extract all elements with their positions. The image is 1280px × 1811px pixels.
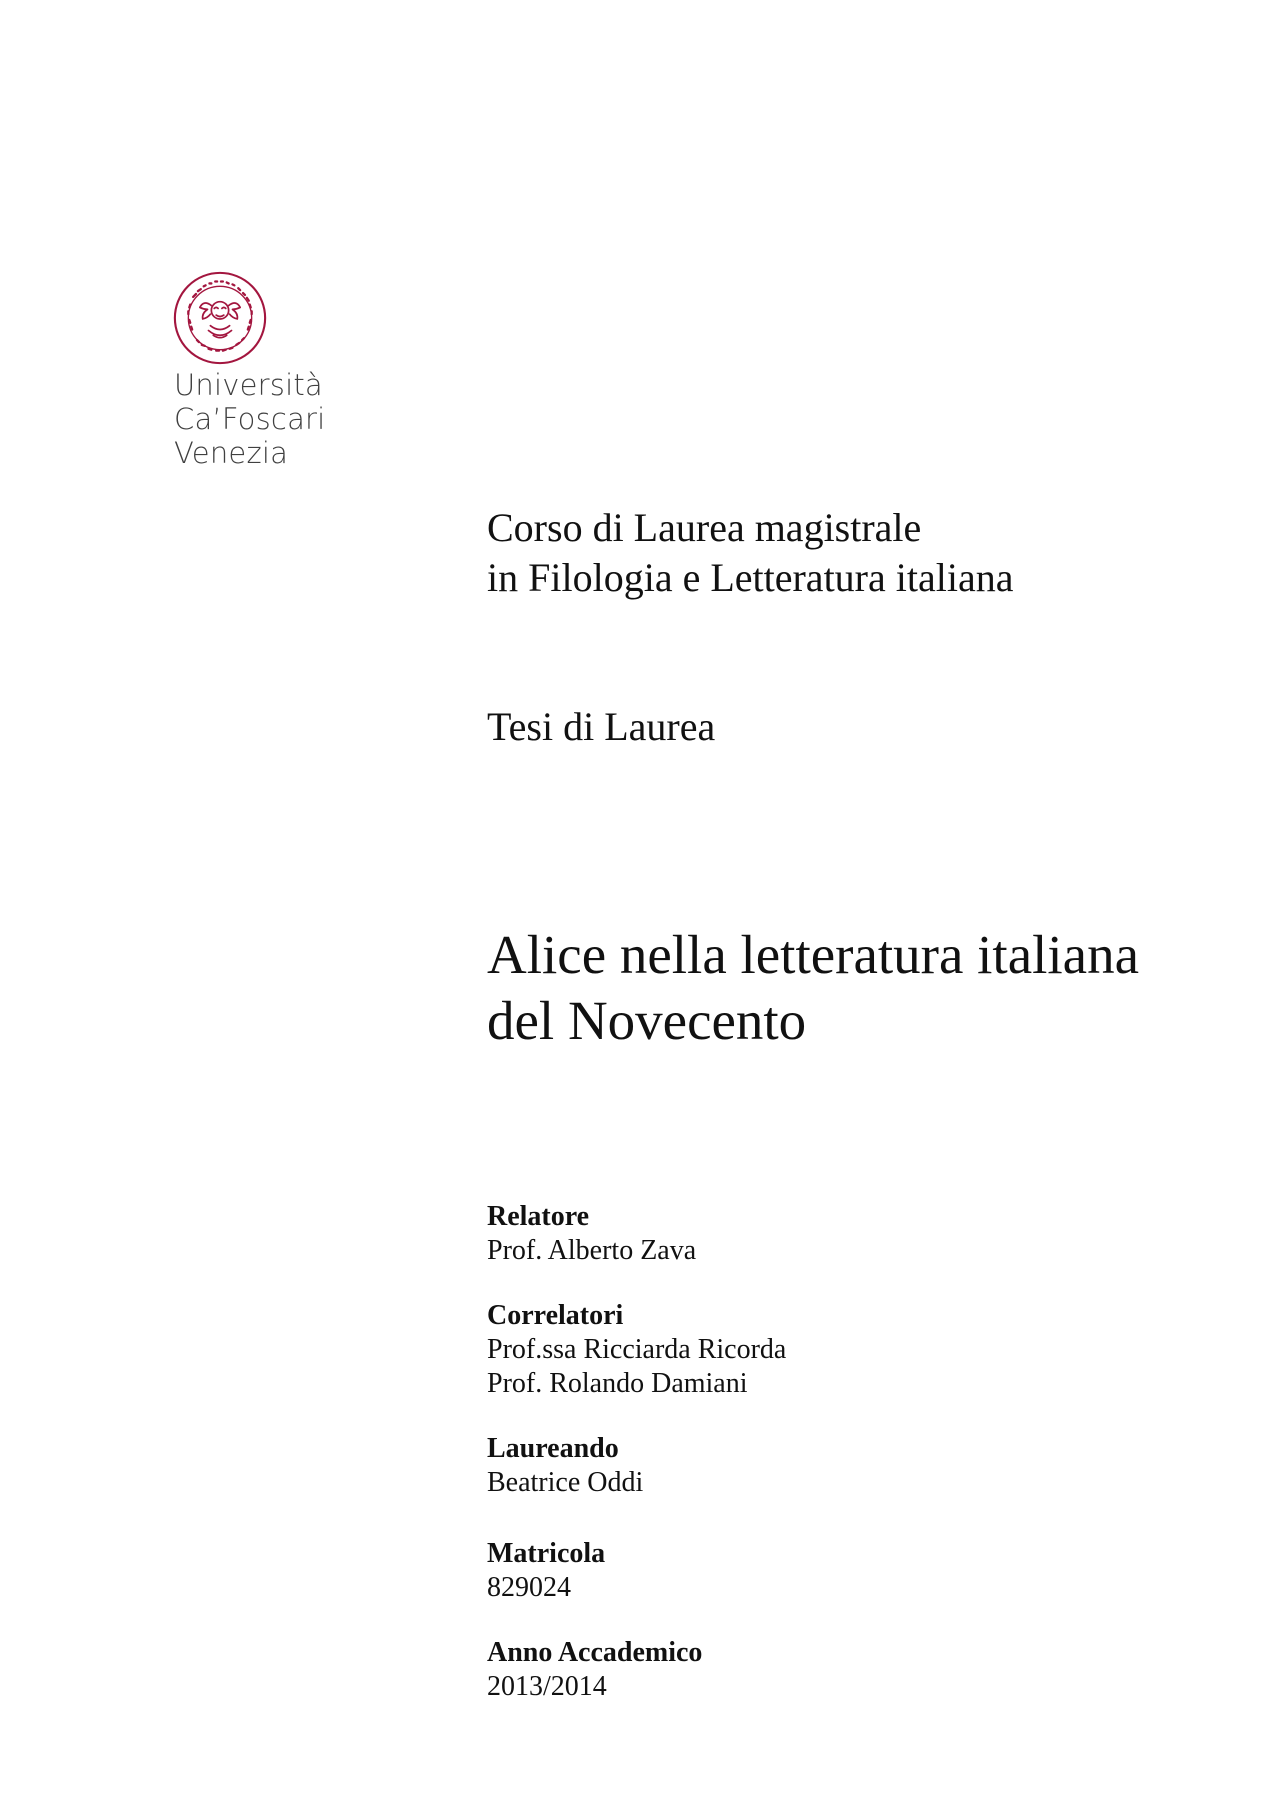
university-name [174,368,325,470]
anno-accademico-value: 2013/2014 [487,1671,607,1702]
university-name-line: Venezia [174,436,289,470]
laureando-name: Beatrice Oddi [487,1467,644,1498]
relatore-name: Prof. Alberto Zava [487,1235,697,1266]
university-name-line: Università [174,368,323,402]
matricola-label: Matricola [487,1538,606,1569]
correlatore-name: Prof.ssa Ricciarda Ricorda [487,1334,787,1365]
laureando-block [487,1432,643,1500]
thesis-title [487,922,1139,1054]
laureando-label: Laureando [487,1433,619,1464]
course-line: Corso di Laurea magistrale [487,505,922,550]
anno-accademico-label: Anno Accademico [487,1637,703,1668]
anno-accademico-block [487,1636,702,1704]
correlatori-label: Correlatori [487,1300,624,1331]
university-name-line: Ca’Foscari [174,402,326,436]
thesis-title-line: Alice nella letteratura italiana [487,924,1139,985]
ca-foscari-seal-icon [172,270,268,366]
relatore-label: Relatore [487,1201,590,1232]
correlatori-block [487,1299,786,1401]
course-name [487,503,1013,603]
thesis-type-label: Tesi di Laurea [487,704,716,749]
thesis-title-line: del Novecento [487,990,807,1051]
matricola-block [487,1537,605,1605]
relatore-block [487,1200,696,1268]
correlatore-name: Prof. Rolando Damiani [487,1368,748,1399]
matricola-value: 829024 [487,1572,571,1603]
course-line: in Filologia e Letteratura italiana [487,555,1014,600]
